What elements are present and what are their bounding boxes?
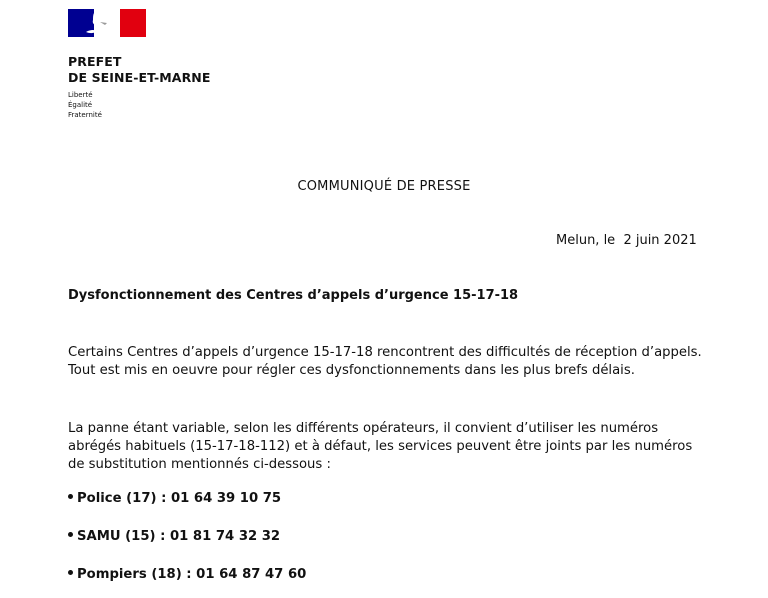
prefecture-line-2: DE SEINE-ET-MARNE bbox=[68, 70, 211, 85]
prefecture-line-1: PREFET bbox=[68, 54, 122, 69]
paragraph-substitution-numbers: La panne étant variable, selon les différents opérateurs, il convient d’utiliser les numéros abrégés habituels (15-17-18-112) et à défaut, les services peuvent être joints par les numéros de substitution mentionnés ci-dessous : bbox=[68, 421, 693, 472]
bullet-icon bbox=[68, 494, 73, 499]
contact-pompiers bbox=[68, 567, 306, 582]
marianne-profile-icon bbox=[80, 10, 122, 37]
bullet-icon bbox=[68, 532, 73, 537]
motto-egalite: Égalité bbox=[68, 101, 93, 109]
flag-red-band bbox=[120, 9, 146, 37]
republic-motto bbox=[68, 90, 102, 120]
contact-police-text: Police (17) : 01 64 39 10 75 bbox=[77, 491, 282, 506]
motto-liberte: Liberté bbox=[68, 91, 93, 99]
paragraph-difficulties: Certains Centres d’appels d’urgence 15-17-18 rencontrent des difficultés de réception d’appels. Tout est mis en oeuvre pour régler ces dysfonctionnements dans les plus brefs délais. bbox=[68, 345, 702, 378]
motto-fraternite: Fraternité bbox=[68, 111, 102, 119]
contact-police bbox=[68, 491, 281, 506]
marianne-flag-logo bbox=[68, 9, 146, 37]
contact-pompiers-text: Pompiers (18) : 01 64 87 47 60 bbox=[77, 567, 307, 582]
contact-samu-text: SAMU (15) : 01 81 74 32 32 bbox=[77, 529, 281, 544]
bullet-icon bbox=[68, 570, 73, 575]
prefecture-name bbox=[68, 54, 211, 86]
contact-samu bbox=[68, 529, 280, 544]
press-release-heading: COMMUNIQUÉ DE PRESSE bbox=[297, 179, 471, 194]
release-subject: Dysfonctionnement des Centres d’appels d’urgence 15-17-18 bbox=[68, 288, 519, 303]
release-date: Melun, le 2 juin 2021 bbox=[556, 233, 697, 248]
